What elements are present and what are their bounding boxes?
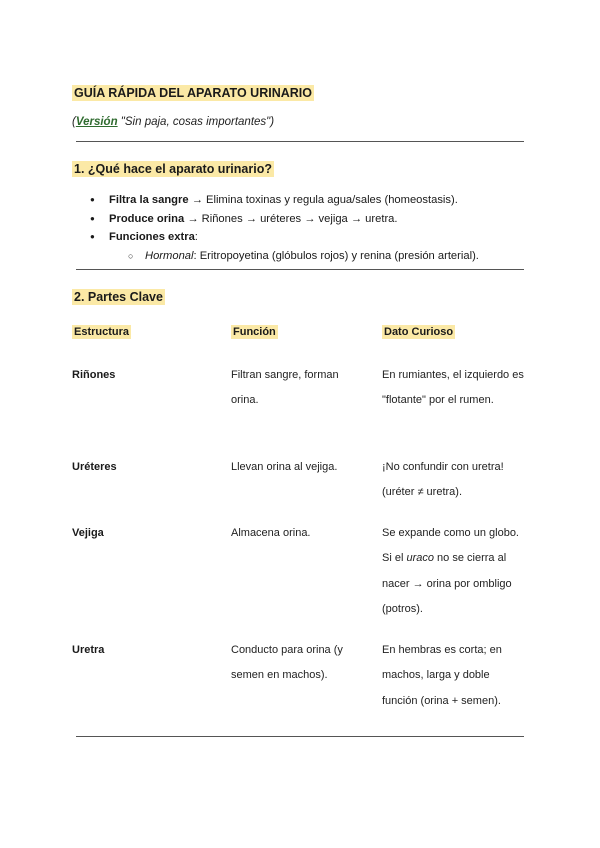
section1-heading: 1. ¿Qué hace el aparato urinario? bbox=[74, 162, 272, 176]
table-cell-dato: ¡No confundir con uretra! (uréter ≠ uretra). bbox=[382, 461, 504, 499]
list-item: ● Funciones extra: bbox=[72, 228, 532, 247]
document-title: GUÍA RÁPIDA DEL APARATO URINARIO bbox=[74, 86, 312, 100]
table-cell-funcion: Llevan orina al vejiga. bbox=[231, 461, 338, 473]
table-cell-dato: Se expande como un globo. Si el uraco no se cierra al nacer → orina por ombligo (potros). bbox=[382, 527, 519, 615]
table-cell-dato: En hembras es corta; en machos, larga y doble función (orina + semen). bbox=[382, 644, 502, 707]
table-cell-funcion: Filtran sangre, forman orina. bbox=[231, 369, 339, 407]
column-header-estructura: Estructura bbox=[74, 326, 130, 338]
section2-heading: 2. Partes Clave bbox=[74, 290, 163, 304]
document-subtitle: (Versión "Sin paja, cosas importantes") bbox=[72, 116, 275, 128]
table-cell-funcion: Almacena orina. bbox=[231, 527, 311, 539]
list-item: ● Filtra la sangre → Elimina toxinas y regula agua/sales (homeostasis). bbox=[72, 191, 532, 210]
table-cell-estructura: Riñones bbox=[72, 369, 116, 381]
list-subitem: ○ Hormonal: Eritropoyetina (glóbulos rojos) y renina (presión arterial). bbox=[72, 247, 532, 266]
divider bbox=[76, 269, 524, 270]
table-cell-funcion: Conducto para orina (y semen en machos). bbox=[231, 644, 343, 682]
table-cell-dato: En rumiantes, el izquierdo es "flotante" por el rumen. bbox=[382, 369, 524, 407]
divider bbox=[76, 736, 524, 737]
functions-list bbox=[72, 191, 532, 265]
table-cell-estructura: Uretra bbox=[72, 644, 105, 656]
divider bbox=[76, 141, 524, 142]
table-cell-estructura: Uréteres bbox=[72, 461, 117, 473]
table-cell-estructura: Vejiga bbox=[72, 527, 104, 539]
list-item: ● Produce orina → Riñones → uréteres → vejiga → uretra. bbox=[72, 210, 532, 229]
column-header-funcion: Función bbox=[233, 326, 276, 338]
version-label: Versión bbox=[75, 116, 118, 128]
column-header-dato-curioso: Dato Curioso bbox=[384, 326, 454, 338]
